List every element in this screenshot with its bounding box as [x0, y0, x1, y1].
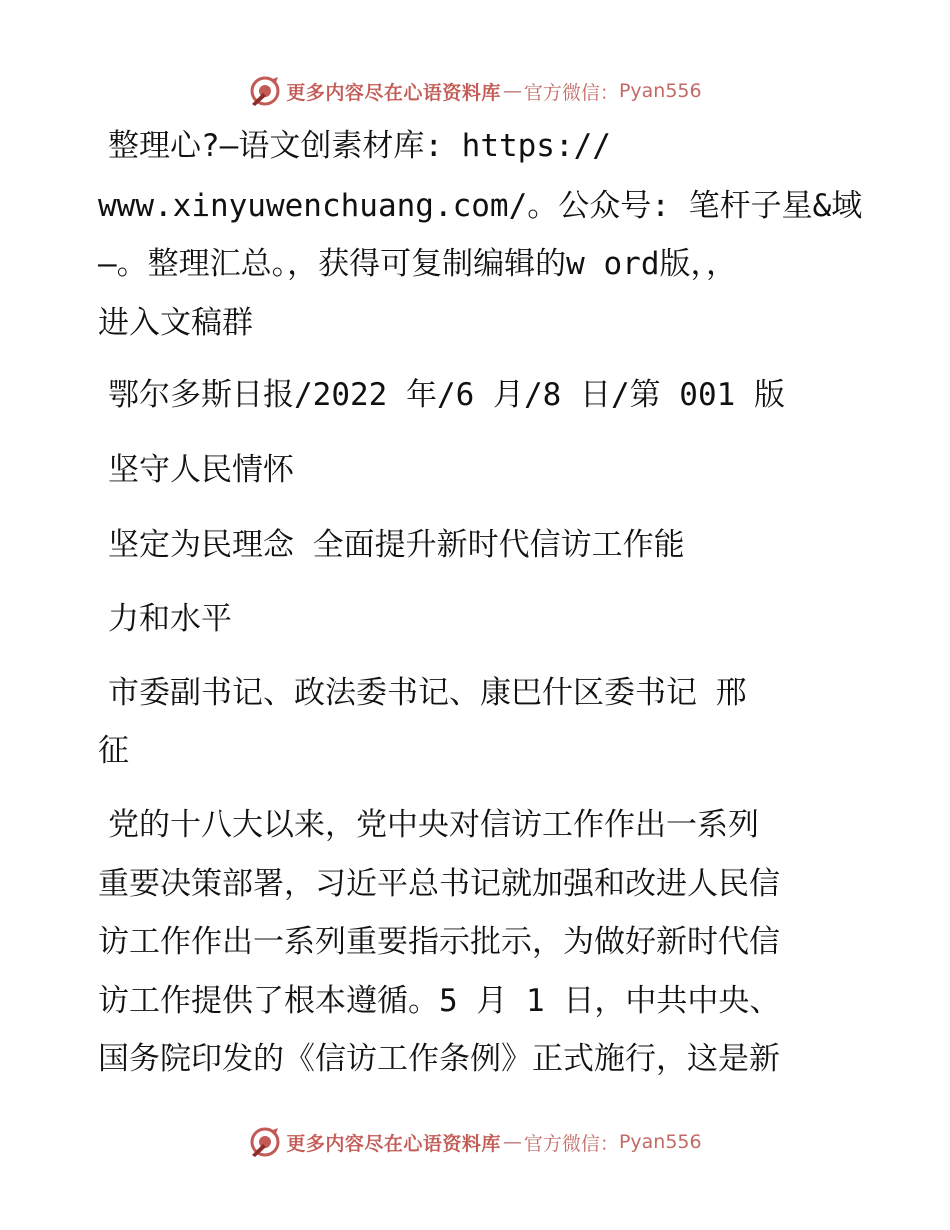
watermark-main-text: 更多内容尽在心语资料库 — [286, 81, 501, 104]
text-line-2: www.xinyuwenchuang.com/。公众号: 笔杆子星&域 — [98, 188, 863, 224]
text-line-1: 整理心?—语文创素材库: https:// — [108, 128, 611, 164]
body-line-5: 国务院印发的《信访工作条例》正式施行，这是新 — [98, 1041, 780, 1077]
watermark-main-text: 更多内容尽在心语资料库 — [286, 1132, 501, 1155]
article-title-line-3: 力和水平 — [108, 601, 232, 637]
pen-logo-icon — [248, 74, 282, 108]
article-title-line-2: 坚定为民理念 全面提升新时代信访工作能 — [108, 527, 685, 563]
footer-watermark — [0, 1125, 950, 1159]
watermark-wechat-id: Pyan556 — [618, 80, 702, 102]
publication-info: 鄂尔多斯日报/2022 年/6 月/8 日/第 001 版 — [108, 377, 785, 413]
watermark-sub-text: 官方微信： — [523, 1132, 619, 1155]
text-line-4: 进入文稿群 — [98, 305, 253, 341]
watermark-wechat-id: Pyan556 — [618, 1131, 702, 1153]
pen-logo-icon — [248, 1125, 282, 1159]
watermark-sub-text: 官方微信： — [523, 81, 619, 104]
body-line-1: 党的十八大以来，党中央对信访工作作出一系列 — [108, 807, 759, 843]
body-line-4: 访工作提供了根本遵循。5 月 1 日，中共中央、 — [98, 983, 781, 1019]
article-title-line-1: 坚守人民情怀 — [108, 452, 294, 488]
text-line-3: —。整理汇总。，获得可复制编辑的w ord版，， — [98, 246, 737, 282]
watermark-separator: — — [502, 1131, 522, 1153]
header-watermark — [0, 74, 950, 108]
body-line-2: 重要决策部署，习近平总书记就加强和改进人民信 — [98, 866, 780, 902]
author-line-2: 征 — [98, 733, 129, 769]
body-line-3: 访工作作出一系列重要指示批示，为做好新时代信 — [98, 924, 780, 960]
watermark-separator: — — [502, 80, 522, 102]
author-line-1: 市委副书记、政法委书记、康巴什区委书记 邢 — [108, 675, 747, 711]
